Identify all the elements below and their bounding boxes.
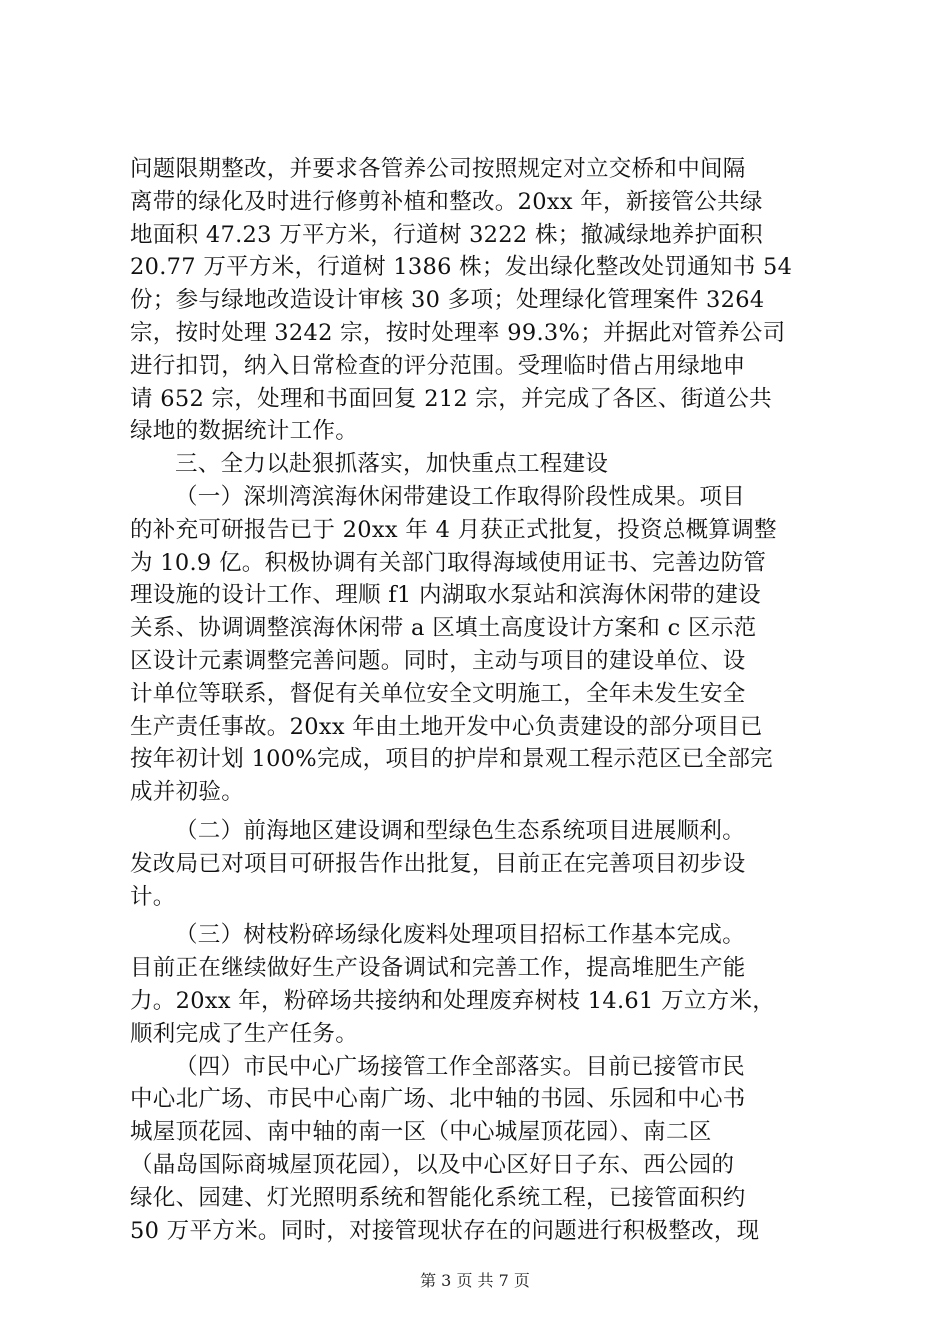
paragraph-1	[130, 481, 820, 809]
text-line: 请 652 宗，处理和书面回复 212 宗，并完成了各区、街道公共	[130, 385, 772, 412]
paragraph-continued	[130, 153, 820, 448]
text-line: 计。	[130, 883, 176, 910]
paragraph-4	[130, 1051, 820, 1248]
text-line: 的补充可研报告已于 20xx 年 4 月获正式批复，投资总概算调整	[130, 516, 777, 543]
text-line: 生产责任事故。20xx 年由土地开发中心负责建设的部分项目已	[130, 713, 763, 740]
text-line: 按年初计划 100%完成，项目的护岸和景观工程示范区已全部完	[130, 746, 773, 773]
text-line: 50 万平方米。同时，对接管现状存在的问题进行积极整改，现	[130, 1217, 760, 1244]
text-line: 发改局已对项目可研报告作出批复，目前正在完善项目初步设	[130, 850, 746, 877]
text-line: 离带的绿化及时进行修剪补植和整改。20xx 年，新接管公共绿	[130, 188, 763, 215]
page-footer	[0, 1268, 950, 1291]
text-line: 20.77 万平方米，行道树 1386 株；发出绿化整改处罚通知书 54	[130, 254, 793, 281]
text-line: 地面积 47.23 万平方米，行道树 3222 株；撤减绿地养护面积	[130, 221, 763, 248]
text-line: （四）市民中心广场接管工作全部落实。目前已接管市民	[175, 1053, 746, 1080]
section-heading-text: 三、全力以赴狠抓落实，加快重点工程建设	[175, 451, 609, 478]
text-line: 绿地的数据统计工作。	[130, 418, 359, 445]
text-line: 力。20xx 年，粉碎场共接纳和处理废弃树枝 14.61 万立方米，	[130, 987, 776, 1014]
page-number-label: 第 3 页 共 7 页	[420, 1271, 530, 1290]
text-line: 区设计元素调整完善问题。同时，主动与项目的建设单位、设	[130, 647, 746, 674]
text-line: 城屋顶花园、南中轴的南一区（中心城屋顶花园）、南二区	[130, 1119, 712, 1146]
text-line: 关系、协调调整滨海休闲带 a 区填土高度设计方案和 c 区示范	[130, 615, 757, 642]
text-line: 理设施的设计工作、理顺 f1 内湖取水泵站和滨海休闲带的建设	[130, 582, 761, 609]
text-line: 成并初验。	[130, 779, 245, 806]
text-line: 份；参与绿地改造设计审核 30 多项；处理绿化管理案件 3264	[130, 287, 765, 314]
paragraph-2	[130, 815, 820, 913]
paragraph-3	[130, 919, 820, 1050]
text-line: 问题限期整改，并要求各管养公司按照规定对立交桥和中间隔	[130, 156, 746, 182]
text-line: 计单位等联系，督促有关单位安全文明施工，全年未发生安全	[130, 680, 746, 707]
text-line: 中心北广场、市民中心南广场、北中轴的书园、乐园和中心书	[130, 1086, 746, 1113]
text-line: 绿化、园建、灯光照明系统和智能化系统工程，已接管面积约	[130, 1184, 746, 1211]
text-line: （二）前海地区建设调和型绿色生态系统项目进展顺利。	[175, 817, 746, 844]
document-body	[130, 153, 820, 1247]
text-line: 顺利完成了生产任务。	[130, 1020, 359, 1047]
section-heading	[130, 448, 820, 481]
text-line: （三）树枝粉碎场绿化废料处理项目招标工作基本完成。	[175, 922, 746, 949]
text-line: 进行扣罚，纳入日常检查的评分范围。受理临时借占用绿地申	[130, 352, 746, 379]
text-line: 目前正在继续做好生产设备调试和完善工作，提高堆肥生产能	[130, 955, 746, 982]
text-line: 宗，按时处理 3242 宗，按时处理率 99.3%；并据此对管养公司	[130, 319, 786, 346]
text-line: （晶岛国际商城屋顶花园），以及中心区好日子东、西公园的	[130, 1151, 735, 1178]
text-line: 为 10.9 亿。积极协调有关部门取得海域使用证书、完善边防管	[130, 549, 767, 576]
text-line: （一）深圳湾滨海休闲带建设工作取得阶段性成果。项目	[175, 483, 746, 510]
